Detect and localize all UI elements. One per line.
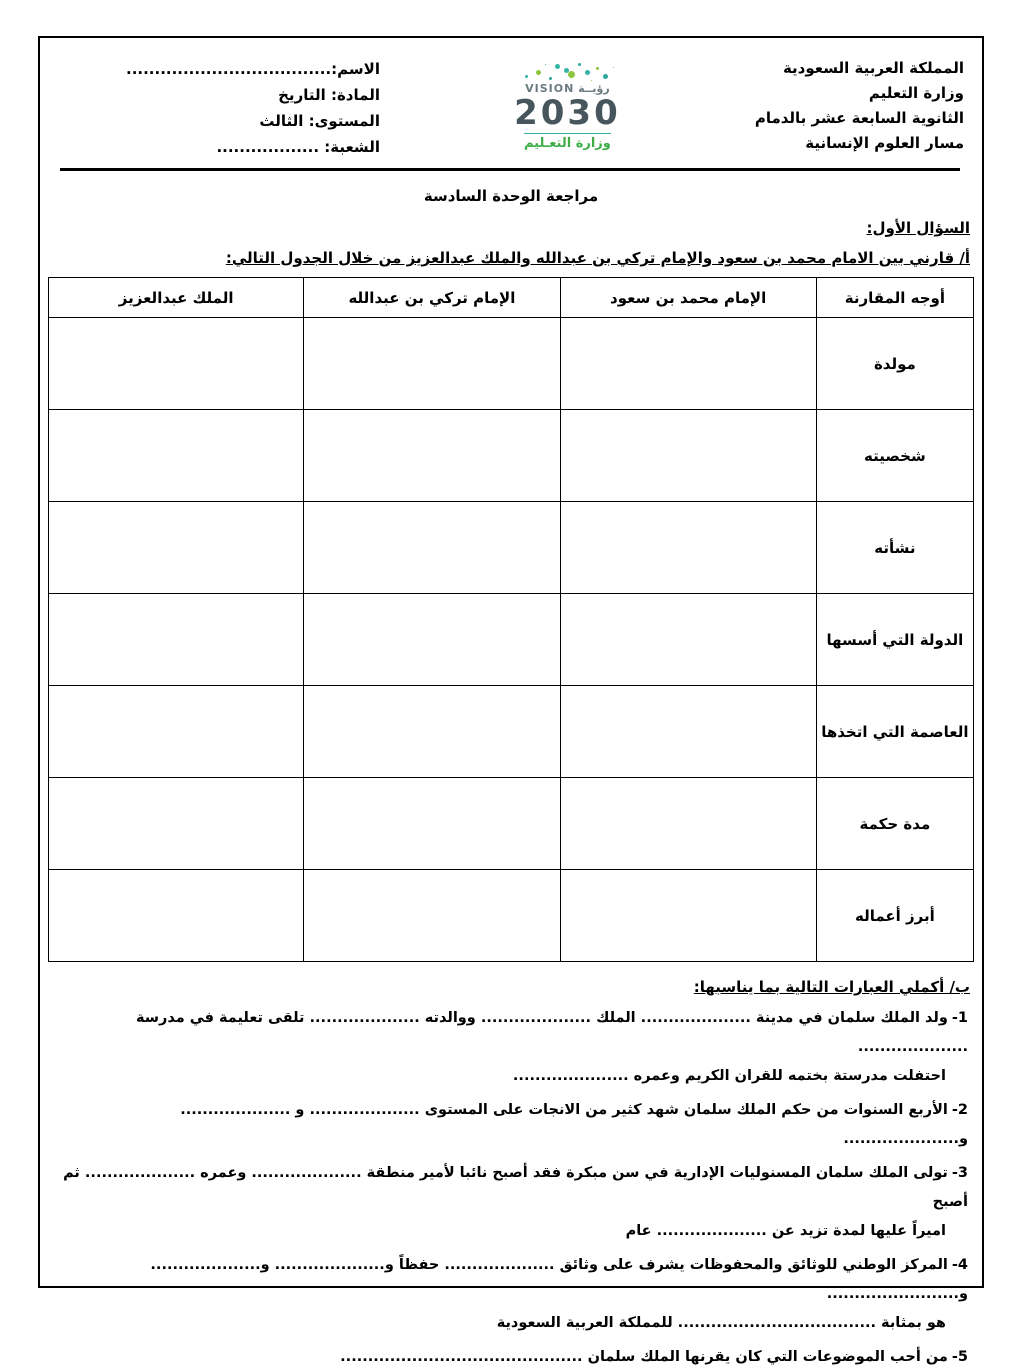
answer-cell — [49, 502, 304, 594]
item-number: 4- — [951, 1257, 968, 1273]
table-row — [49, 870, 974, 962]
item-text: احتفلت مدرستة بختمه للقران الكريم وعمره ..................... — [512, 1068, 946, 1084]
row-label-upbringing: نشأته — [816, 502, 973, 594]
part-b-heading: ب/ أكملي العبارات التالية بما يناسبها: — [693, 978, 970, 996]
page-title: مراجعة الوحدة السادسة — [423, 187, 599, 205]
fill-item-5 — [52, 1343, 968, 1372]
fill-in-items — [52, 1004, 968, 1372]
answer-cell — [49, 686, 304, 778]
item-number: 3- — [951, 1165, 968, 1181]
logo-ministry-label: وزارة التعـليم — [524, 133, 611, 151]
header — [48, 48, 974, 160]
logo-dots-icon — [502, 58, 632, 82]
header-imam-turki-bin-abdullah: الإمام تركي بن عبدالله — [304, 278, 560, 318]
school-country: المملكة العربية السعودية — [782, 59, 964, 77]
header-imam-muhammad-bin-saud: الإمام محمد بن سعود — [560, 278, 816, 318]
answer-cell — [49, 870, 304, 962]
student-info — [126, 56, 380, 160]
item-text: تولى الملك سلمان المسنوليات الإدارية في سن مبكرة فقد أصبح نائبا لأمير منطقة .................... وعمره .................... ثم أصبح — [63, 1165, 968, 1210]
table-row — [49, 502, 974, 594]
answer-cell — [560, 594, 816, 686]
table-row — [49, 318, 974, 410]
item-number: 2- — [951, 1102, 968, 1118]
fill-item-4 — [52, 1251, 968, 1338]
table-row — [49, 594, 974, 686]
answer-cell — [304, 410, 560, 502]
item-text: اميراً عليها لمدة تزيد عن .................... عام — [625, 1223, 946, 1239]
school-ministry: وزارة التعليم — [868, 84, 964, 102]
vision-2030-logo — [380, 58, 755, 151]
level-field: المستوى: الثالث — [259, 112, 380, 130]
header-divider — [60, 168, 960, 171]
fill-item-3 — [52, 1159, 968, 1246]
row-label-state-founded: الدولة التي أسسها — [816, 594, 973, 686]
section-field: الشعبة: .................. — [216, 138, 380, 156]
answer-cell — [560, 870, 816, 962]
answer-cell — [49, 594, 304, 686]
item-number: 5- — [951, 1349, 968, 1365]
fill-item-2 — [52, 1096, 968, 1154]
fill-item-line — [52, 1159, 968, 1217]
table-header-row — [49, 278, 974, 318]
student-name-field: الاسم:.................................... — [126, 60, 380, 78]
answer-cell — [560, 318, 816, 410]
school-track: مسار العلوم الإنسانية — [805, 134, 964, 152]
answer-cell — [304, 686, 560, 778]
item-number: 1- — [951, 1010, 968, 1026]
answer-cell — [304, 318, 560, 410]
header-comparison-aspects: أوجه المقارنة — [816, 278, 973, 318]
page-border — [38, 36, 984, 1365]
answer-cell — [560, 686, 816, 778]
answer-cell — [49, 410, 304, 502]
answer-cell — [49, 318, 304, 410]
table-row — [49, 410, 974, 502]
fill-item-line — [52, 1004, 968, 1062]
answer-cell — [304, 870, 560, 962]
comparison-table — [48, 277, 974, 962]
logo-vision-label: رؤيــة VISION — [525, 82, 610, 95]
answer-cell — [560, 410, 816, 502]
school-info — [755, 56, 964, 156]
question1-heading: السؤال الأول: — [866, 219, 970, 237]
fill-item-line — [52, 1343, 968, 1372]
subject-field: المادة: التاريخ — [278, 86, 380, 104]
answer-cell — [304, 502, 560, 594]
fill-item-line — [52, 1251, 968, 1309]
fill-item-line — [52, 1096, 968, 1154]
row-label-capital: العاصمة التي اتخذها — [816, 686, 973, 778]
row-label-rule-duration: مدة حكمة — [816, 778, 973, 870]
item-text: الأربع السنوات من حكم الملك سلمان شهد كثير من الانجات على المستوى .................... و .................... و..................... — [180, 1102, 968, 1147]
item-text: المركز الوطني للوثائق والمحفوظات يشرف على وثائق .................... حفظاً و.................... و.................... و........................ — [150, 1257, 968, 1302]
answer-cell — [560, 502, 816, 594]
row-label-birth: مولدة — [816, 318, 973, 410]
header-king-abdulaziz: الملك عبدالعزيز — [49, 278, 304, 318]
item-text: ولد الملك سلمان في مدينة .................... الملك .................... ووالدته .................... تلقى تعليمة في مدرسة .................... — [135, 1010, 968, 1055]
item-text: هو بمثابة .................................... للمملكة العربية السعودية — [496, 1315, 946, 1331]
part-a-instruction: أ/ قارني بين الامام محمد بن سعود والإمام تركي بن عبدالله والملك عبدالعزيز من خلال الجدول التالي: — [225, 249, 970, 267]
row-label-personality: شخصيته — [816, 410, 973, 502]
answer-cell — [560, 778, 816, 870]
table-row — [49, 778, 974, 870]
school-name: الثانوية السابعة عشر بالدمام — [754, 109, 964, 127]
answer-cell — [304, 594, 560, 686]
answer-cell — [49, 778, 304, 870]
logo-year: 2030 — [514, 93, 621, 133]
fill-item-1 — [52, 1004, 968, 1091]
row-label-notable-works: أبرز أعماله — [816, 870, 973, 962]
table-row — [49, 686, 974, 778]
answer-cell — [304, 778, 560, 870]
item-text: من أحب الموضوعات التي كان يقرنها الملك سلمان ............................................ — [340, 1349, 948, 1365]
